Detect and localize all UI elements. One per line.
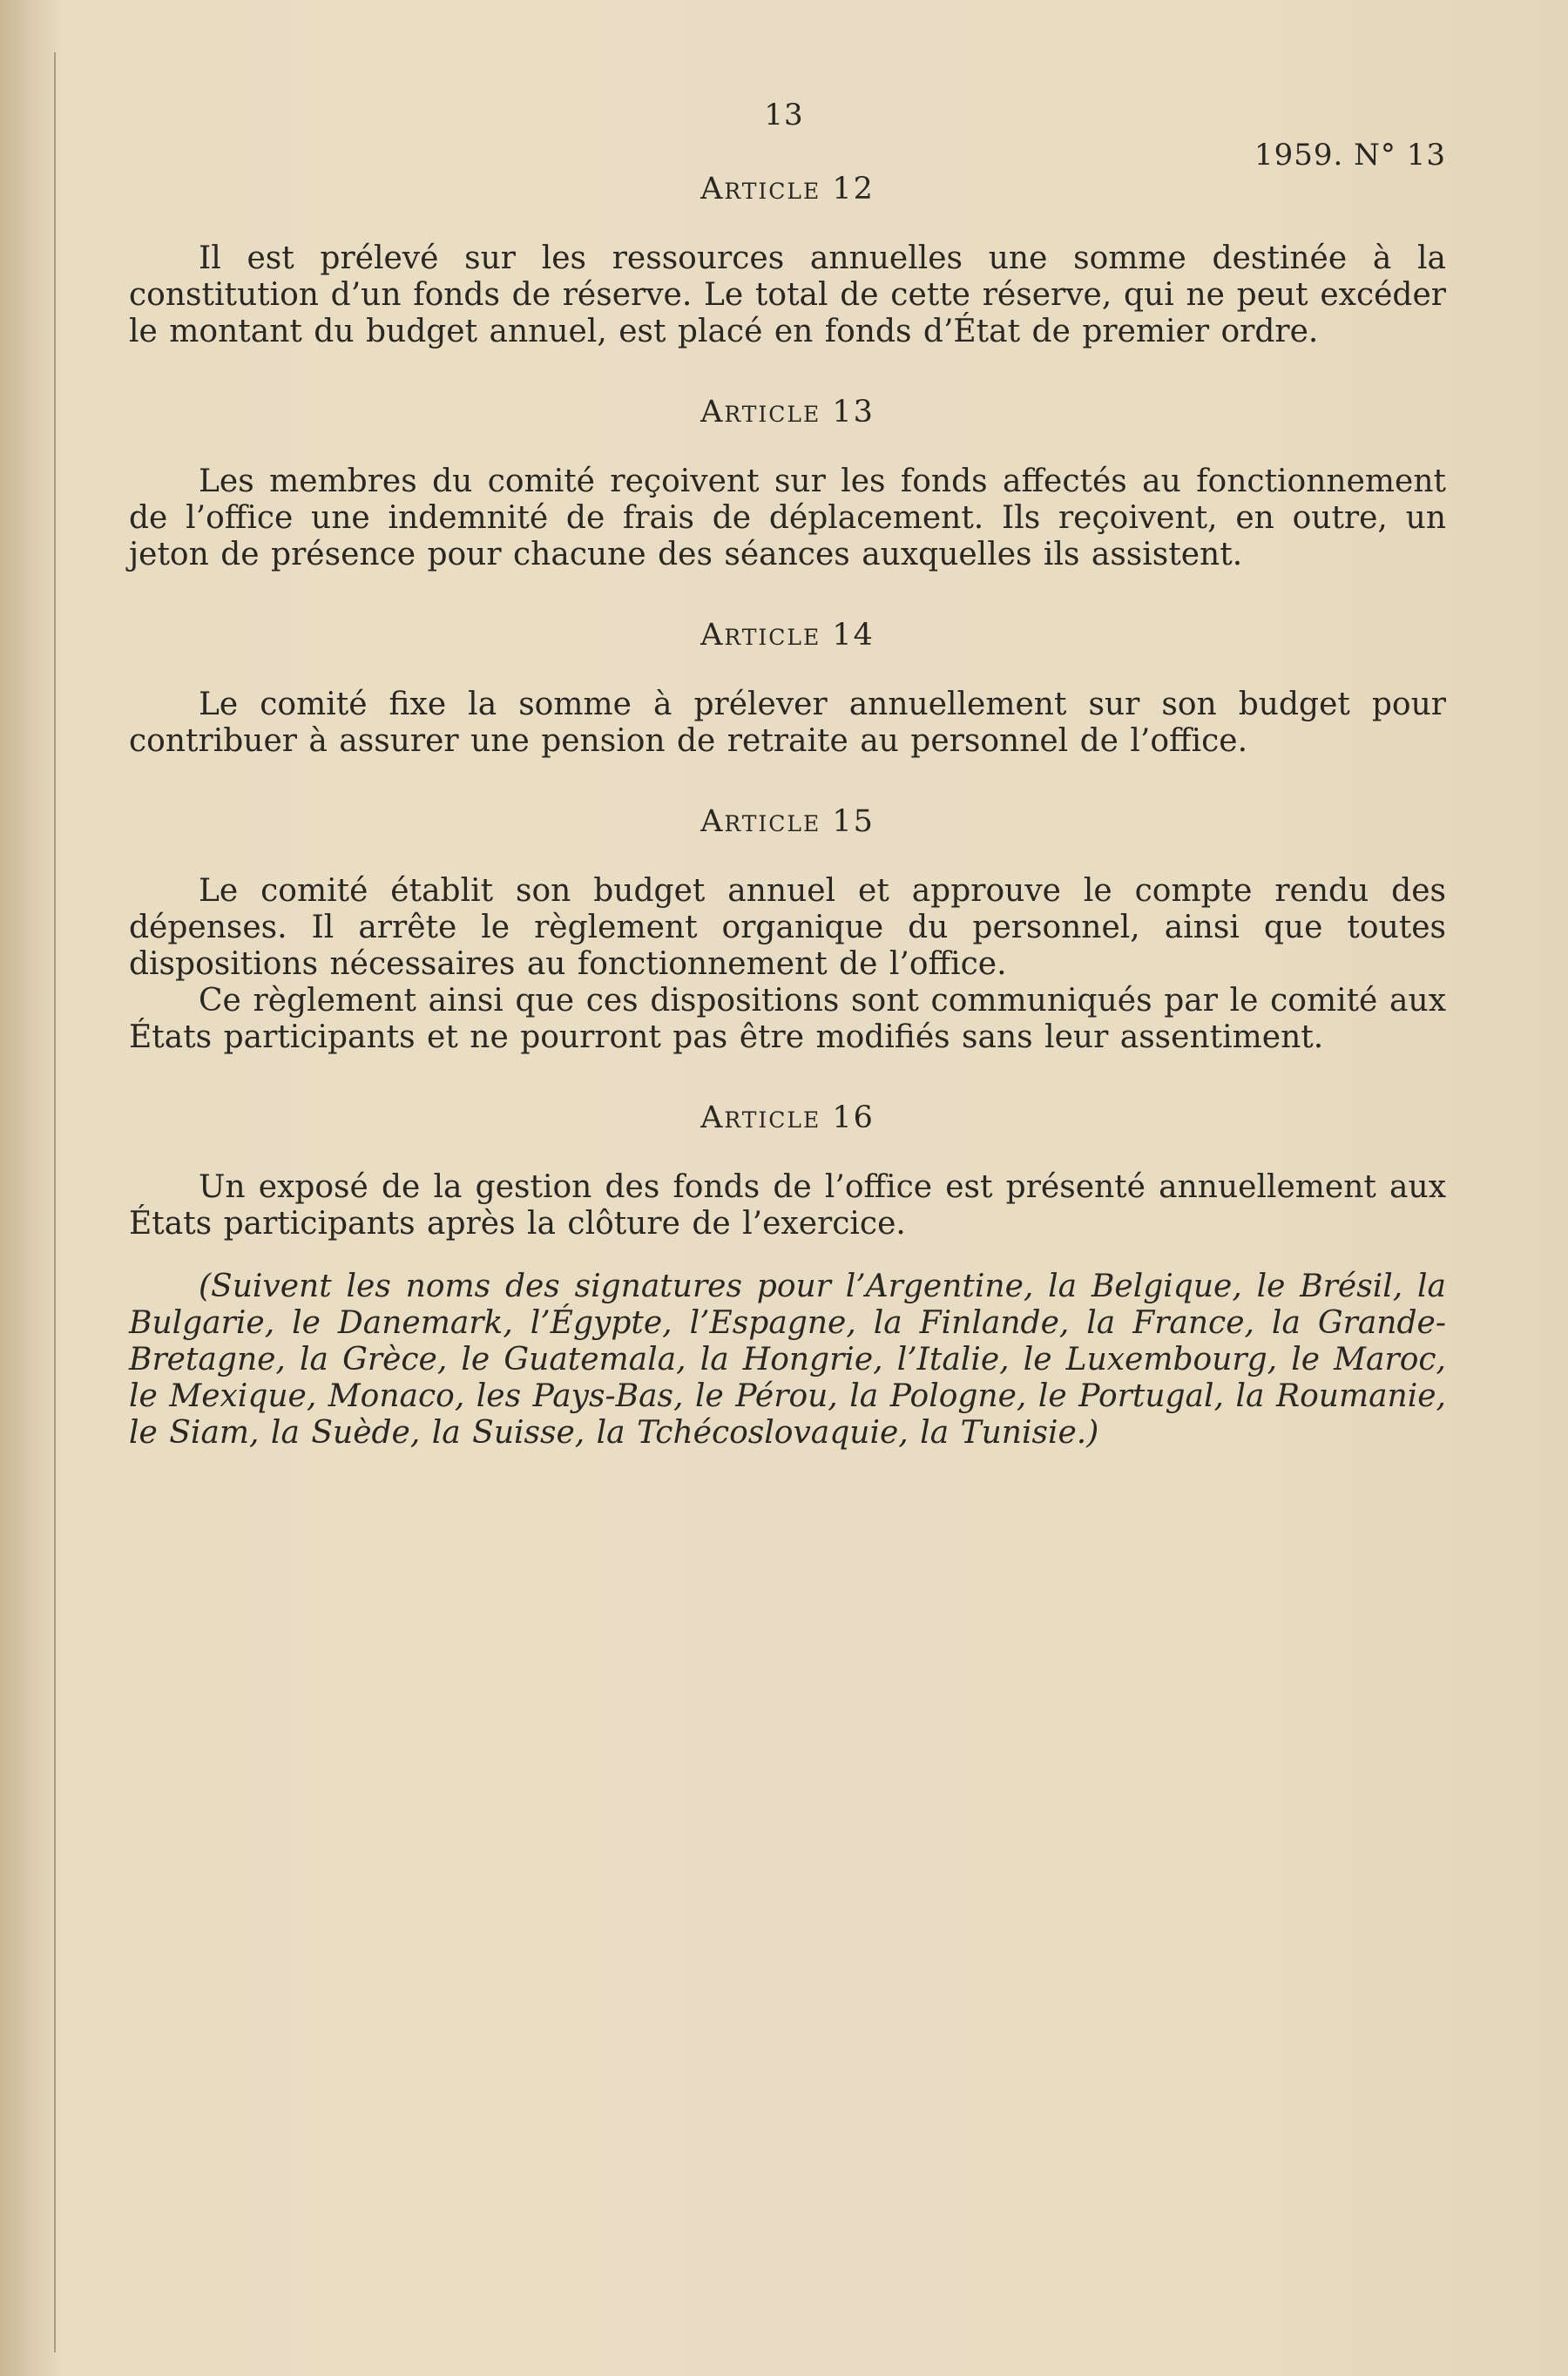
page-number: 13 xyxy=(764,98,804,132)
article-15 xyxy=(129,803,1446,1056)
article-heading: Article 12 xyxy=(700,172,875,206)
article-paragraph: Le comité établit son budget annuel et approuve le compte rendu des dépenses. Il arrête le règlement organique du personnel, ainsi que toutes dispositions nécessaires au fonctionnement de l’office. xyxy=(129,873,1446,982)
article-heading: Article 16 xyxy=(700,1100,875,1135)
article-paragraph: Le comité fixe la somme à prélever annuellement sur son budget pour contribuer à assurer une pension de retraite au personnel de l’office. xyxy=(129,687,1446,759)
article-paragraph: Les membres du comité reçoivent sur les fonds affectés au fonctionnement de l’office une indemnité de frais de déplacement. Ils reçoivent, en outre, un jeton de présence pour chacune des séances auxquelles ils assistent. xyxy=(129,464,1446,572)
article-paragraph: Ce règlement ainsi que ces dispositions sont communiqués par le comité aux États participants et ne pourront pas être modifiés sans leur assentiment. xyxy=(129,983,1446,1055)
article-heading: Article 14 xyxy=(700,618,875,653)
article-heading: Article 15 xyxy=(700,804,875,839)
article-13 xyxy=(129,394,1446,573)
document-body xyxy=(129,171,1446,1452)
document-reference: 1959. N° 13 xyxy=(1254,138,1446,173)
article-paragraph: Un exposé de la gestion des fonds de l’office est présenté annuellement aux États participants après la clôture de l’exercice. xyxy=(129,1169,1446,1242)
signatories-note: (Suivent les noms des signatures pour l’Argentine, la Belgique, le Brésil, la Bulgarie, le Danemark, l’Égypte, l’Espagne, la Finlande, la France, la Grande-Bretagne, la Grèce, le Guatemala, la Hongrie, l’Italie, le Luxembourg, le Maroc, le Mexique, Monaco, les Pays-Bas, le Pérou, la Pologne, le Portugal, la Roumanie, le Siam, la Suède, la Suisse, la Tchécoslovaquie, la Tunisie.) xyxy=(129,1269,1446,1451)
article-12 xyxy=(129,171,1446,350)
article-heading: Article 13 xyxy=(700,395,875,430)
article-14 xyxy=(129,617,1446,760)
book-gutter xyxy=(0,0,57,2376)
article-paragraph: Il est prélevé sur les ressources annuelles une somme destinée à la constitution d’un fonds de réserve. Le total de cette réserve, qui ne peut excéder le montant du budget annuel, est placé en fonds d’État de premier ordre. xyxy=(129,240,1446,349)
gutter-edge-line xyxy=(54,52,56,2352)
article-16 xyxy=(129,1100,1446,1242)
